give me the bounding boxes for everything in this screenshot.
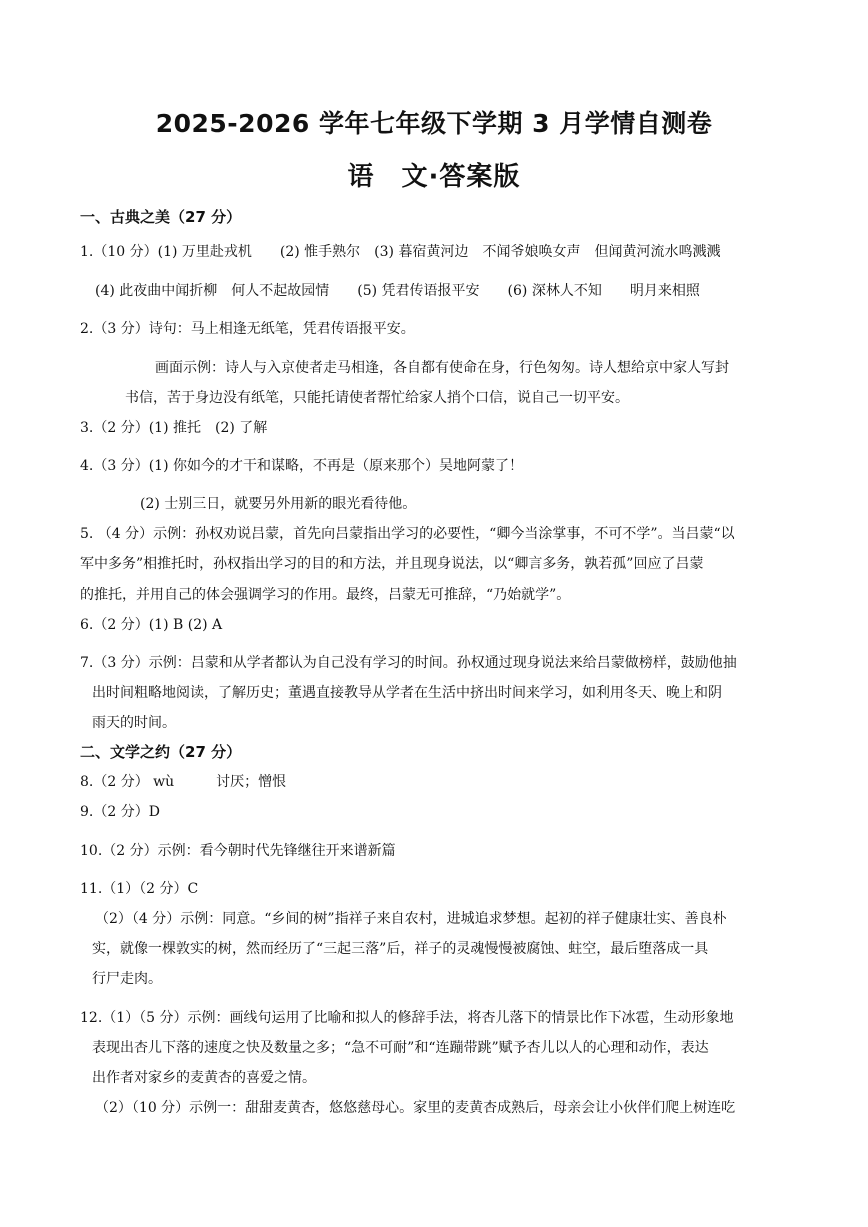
- answer-line: 5. （4 分）示例：孙权劝说吕蒙，首先向吕蒙指出学习的必要性，“卿今当涂掌事，不可不学”。当吕蒙“以: [80, 526, 735, 542]
- answer-line: 8.（2 分） wù 讨厌；憎恨: [80, 774, 287, 790]
- answer-line: 军中多务”相推托时，孙权指出学习的目的和方法，并且现身说法，以“卿言多务，孰若孤”回应了吕蒙: [80, 556, 704, 572]
- answer-line: 表现出杏儿下落的速度之快及数量之多；“急不可耐”和“连蹦带跳”赋予杏儿以人的心理和动作，表达: [92, 1040, 709, 1056]
- answer-line: 11.（1）（2 分）C: [80, 881, 199, 897]
- answer-line: (4) 此夜曲中闻折柳 何人不起故园情 (5) 凭君传语报平安 (6) 深林人不知 明月来相照: [95, 283, 700, 299]
- section-heading: 一、古典之美（27 分）: [80, 208, 242, 226]
- answer-line: 的推托，并用自己的体会强调学习的作用。最终，吕蒙无可推辞，“乃始就学”。: [80, 587, 571, 603]
- page-title: 2025-2026 学年七年级下学期 3 月学情自测卷: [155, 109, 713, 138]
- answer-line: 12.（1）（5 分）示例：画线句运用了比喻和拟人的修辞手法，将杏儿落下的情景比作下冰雹，生动形象地: [80, 1010, 734, 1026]
- answer-line: 实，就像一棵敦实的树，然而经历了“三起三落”后，祥子的灵魂慢慢被腐蚀、蛀空，最后堕落成一具: [92, 941, 709, 957]
- answer-line: 2.（3 分）诗句：马上相逢无纸笔，凭君传语报平安。: [80, 321, 415, 337]
- answer-line: 3.（2 分）(1) 推托 (2) 了解: [80, 420, 268, 436]
- answer-line: 画面示例：诗人与入京使者走马相逢，各自都有使命在身，行色匆匆。诗人想给京中家人写封: [155, 360, 729, 376]
- answer-line: （2）（4 分）示例：同意。“乡间的树”指祥子来自农村，进城追求梦想。起初的祥子健康壮实、善良朴: [95, 911, 727, 927]
- answer-line: 雨天的时间。: [92, 715, 176, 731]
- page-subtitle: 语 文·答案版: [347, 162, 521, 192]
- answer-line: 10.（2 分）示例：看今朝时代先锋继往开来谱新篇: [80, 843, 396, 859]
- answer-line: 7.（3 分）示例：吕蒙和从学者都认为自己没有学习的时间。孙权通过现身说法来给吕蒙做榜样，鼓励他抽: [80, 655, 737, 671]
- answer-line: 书信，苦于身边没有纸笔，只能托请使者帮忙给家人捎个口信，说自己一切平安。: [125, 390, 629, 406]
- answer-line: 1.（10 分）(1) 万里赴戎机 (2) 惟手熟尔 (3) 暮宿黄河边 不闻爷娘唤女声 但闻黄河流水鸣溅溅: [80, 244, 721, 260]
- answer-line: （2）（10 分）示例一：甜甜麦黄杏，悠悠慈母心。家里的麦黄杏成熟后，母亲会让小伙伴们爬上树连吃: [95, 1100, 736, 1116]
- answer-line: 4.（3 分）(1) 你如今的才干和谋略，不再是（原来那个）吴地阿蒙了！: [80, 458, 523, 474]
- answer-line: (2) 士别三日，就要另外用新的眼光看待他。: [140, 496, 417, 512]
- answer-line: 6.（2 分）(1) B (2) A: [80, 617, 223, 633]
- answer-line: 行尸走肉。: [92, 971, 162, 987]
- answer-line: 出时间粗略地阅读，了解历史；董遇直接教导从学者在生活中挤出时间来学习，如利用冬天、晚上和阴: [92, 685, 722, 701]
- answer-line: 出作者对家乡的麦黄杏的喜爱之情。: [92, 1070, 316, 1086]
- section-heading: 二、文学之约（27 分）: [80, 743, 242, 761]
- answer-line: 9.（2 分）D: [80, 804, 160, 820]
